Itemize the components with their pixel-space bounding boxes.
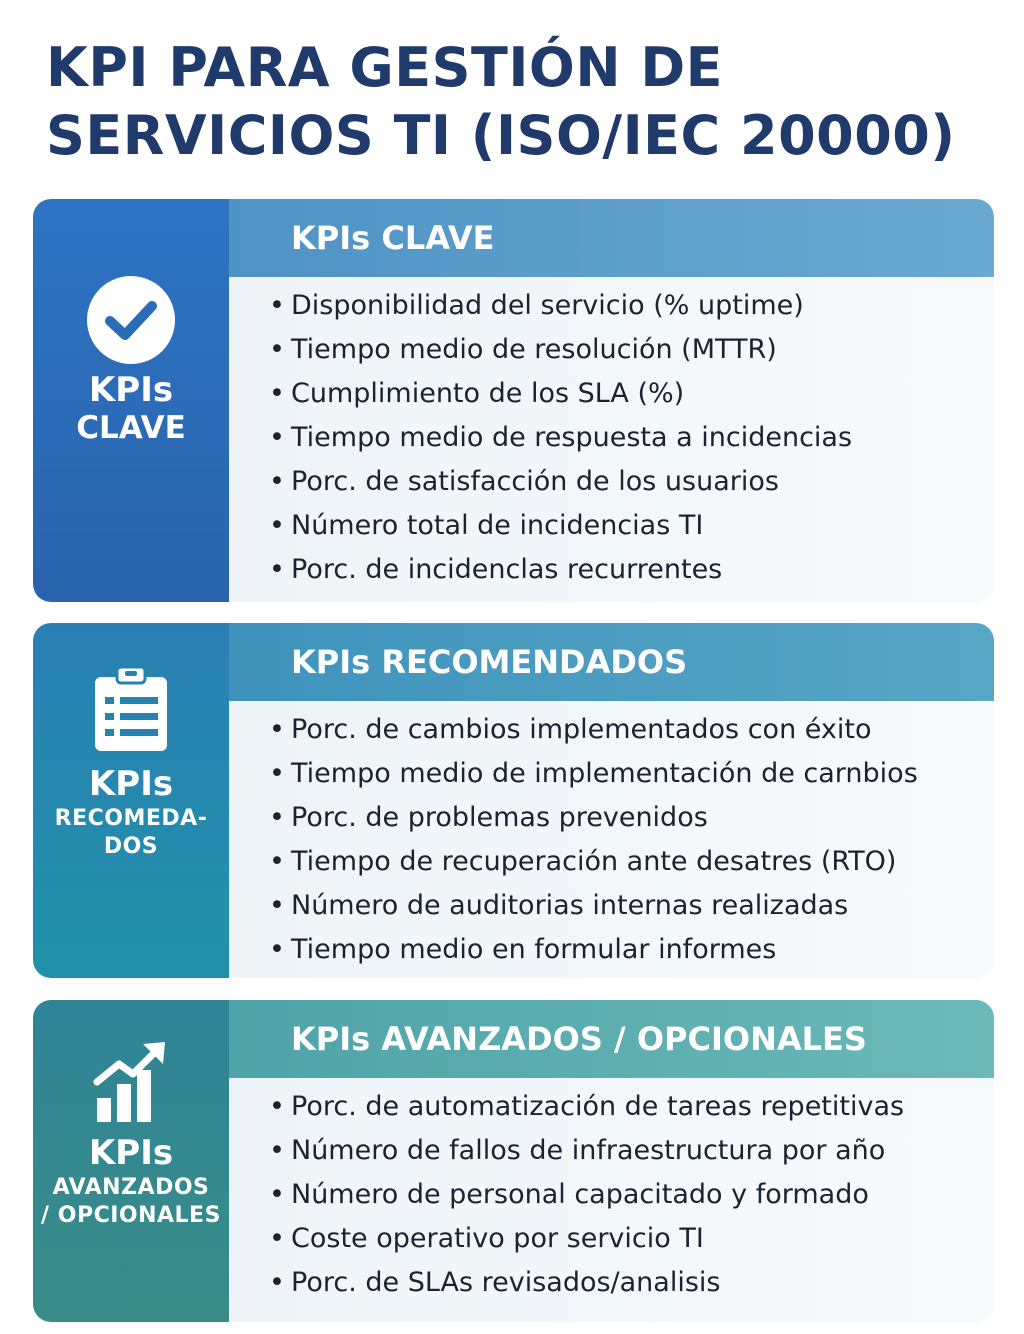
section-kpis-recomendados	[33, 623, 994, 978]
list-item: • Porc. de satisfacción de los usuarios	[269, 466, 779, 497]
section-body	[229, 701, 994, 978]
section-kpis-clave	[33, 199, 994, 602]
checkmark-circle-icon	[86, 275, 176, 365]
list-item: • Disponibilidad del servicio (% uptime)	[269, 290, 804, 321]
list-item: • Coste operativo por servicio TI	[269, 1223, 704, 1254]
sidebar-label-type: CLAVE	[76, 410, 186, 446]
section-kpis-avanzados	[33, 1000, 994, 1322]
list-item: • Tiempo medio de resolución (MTTR)	[269, 334, 777, 365]
list-item: • Tiempo medio de implementación de carnbios	[269, 758, 918, 789]
list-item: • Número de personal capacitado y formado	[269, 1179, 869, 1210]
sidebar-label-kpis: KPIs	[88, 1133, 174, 1173]
page-title	[46, 34, 996, 170]
list-item: • Número de auditorias internas realizadas	[269, 890, 849, 921]
section-sidebar	[33, 199, 229, 602]
list-item: • Porc. de incidenclas recurrentes	[269, 554, 723, 585]
section-header: KPIs AVANZADOS / OPCIONALES	[229, 1000, 994, 1078]
sidebar-label-type-cont: DOS	[103, 834, 159, 859]
list-item: • Número total de incidencias TI	[269, 510, 704, 541]
list-item: • Porc. de automatización de tareas repetitivas	[269, 1091, 905, 1122]
list-item: • Número de fallos de infraestructura por año	[269, 1135, 886, 1166]
kpi-list	[269, 708, 984, 972]
list-item: • Tiempo medio de respuesta a incidencias	[269, 422, 853, 453]
section-sidebar	[33, 1000, 229, 1322]
list-item: • Porc. de cambios implementados con éxito	[269, 714, 872, 745]
sidebar-label-type-cont: / OPCIONALES	[41, 1203, 221, 1228]
sidebar-label-type: AVANZADOS	[52, 1175, 210, 1200]
section-header: KPIs RECOMENDADOS	[229, 623, 994, 701]
section-header: KPIs CLAVE	[229, 199, 994, 277]
kpi-list	[269, 1085, 984, 1305]
growth-chart-icon	[91, 1038, 171, 1124]
list-item: • Tiempo medio en formular informes	[269, 934, 777, 965]
section-body	[229, 1078, 994, 1322]
sidebar-label-kpis: KPIs	[88, 764, 174, 804]
sidebar-label-kpis: KPIs	[88, 370, 174, 410]
title-line-2: SERVICIOS TI (ISO/IEC 20000)	[46, 104, 956, 167]
list-item: • Porc. de problemas prevenidos	[269, 802, 708, 833]
list-item: • Porc. de SLAs revisados/analisis	[269, 1267, 721, 1298]
clipboard-checklist-icon	[91, 665, 171, 753]
section-sidebar	[33, 623, 229, 978]
kpi-list	[269, 284, 984, 592]
sidebar-label-type: RECOMEDA-	[54, 806, 208, 831]
list-item: • Tiempo de recuperación ante desatres (RTO)	[269, 846, 897, 877]
list-item: • Cumplimiento de los SLA (%)	[269, 378, 685, 409]
title-line-1: KPI PARA GESTIÓN DE	[46, 36, 724, 99]
section-body	[229, 277, 994, 602]
